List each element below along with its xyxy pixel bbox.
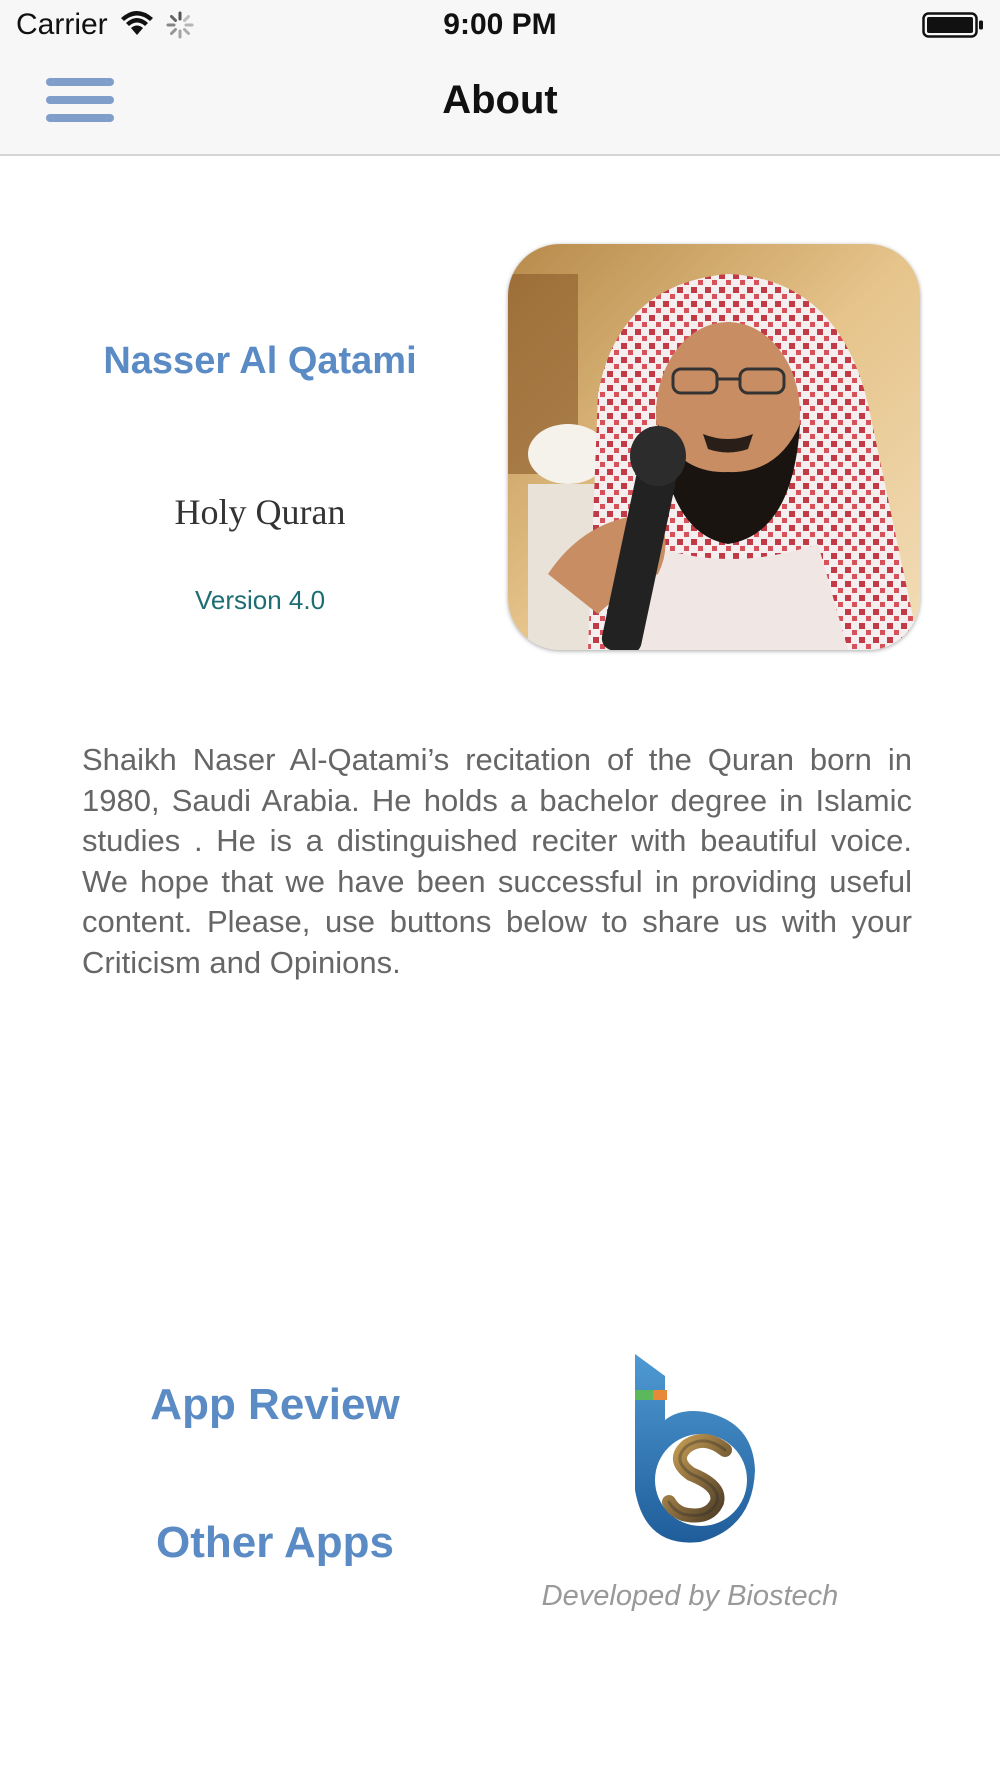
battery-icon	[922, 12, 984, 43]
biostech-logo	[625, 1350, 765, 1550]
reciter-portrait	[508, 244, 920, 650]
app-version: Version 4.0	[194, 585, 326, 615]
developer-credit: Developed by Biostech	[541, 1580, 839, 1612]
status-time: 9:00 PM	[443, 8, 557, 41]
app-subtitle: Holy Quran	[174, 492, 346, 532]
navigation-bar	[0, 50, 1000, 156]
page-title: About	[442, 78, 558, 122]
carrier-label: Carrier	[16, 8, 108, 41]
other-apps-button[interactable]: Other Apps	[100, 1518, 450, 1568]
status-bar	[0, 0, 1000, 50]
app-name: Nasser Al Qatami	[103, 340, 417, 382]
app-review-button[interactable]: App Review	[100, 1380, 450, 1430]
about-description: Shaikh Naser Al-Qatami’s recitation of the Quran born in 1980, Saudi Arabia. He holds a bachelor degree in Islamic studies . He is a distinguished reciter with beautiful voice. We hope that we have been successful in providing useful content. Please, use buttons below to share us with your Criticism and Opinions.	[82, 742, 912, 980]
